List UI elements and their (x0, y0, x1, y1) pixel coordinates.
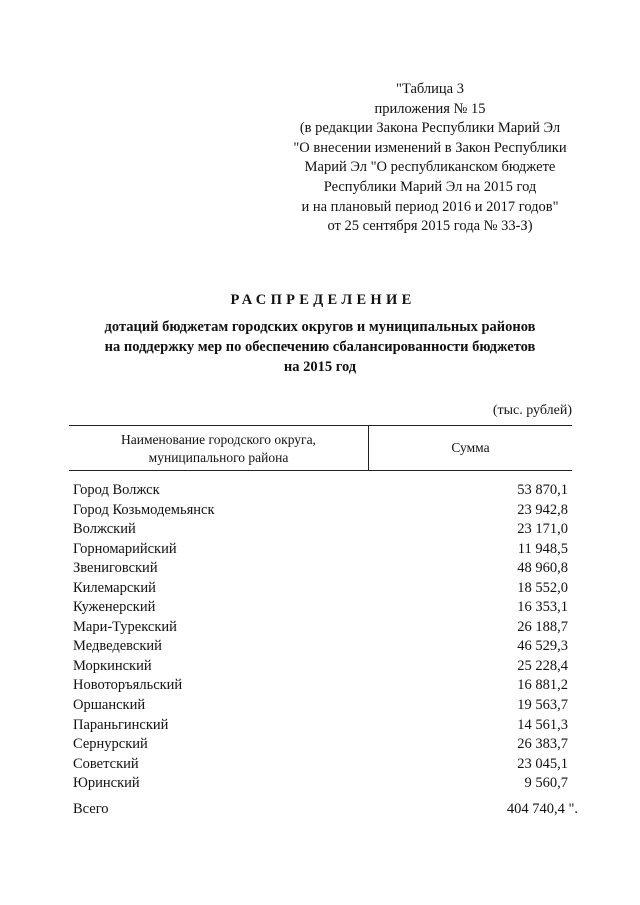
row-name: Параньгинский (73, 716, 169, 733)
row-value: 23 045,1 (517, 755, 568, 772)
row-name: Медведевский (73, 638, 162, 655)
header-line: "О внесении изменений в Закон Республики (293, 139, 567, 156)
units-label: (тыс. рублей) (492, 403, 572, 418)
table-row (73, 618, 568, 638)
table-row (73, 481, 568, 501)
table-body (73, 481, 568, 794)
row-name: Сернурский (73, 736, 148, 753)
row-value: 23 171,0 (517, 521, 568, 538)
header-line: и на плановый период 2016 и 2017 годов" (301, 198, 559, 215)
row-name: Звениговский (73, 560, 158, 577)
table-row (73, 579, 568, 599)
row-name: Мари-Турекский (73, 618, 177, 635)
column-header-name-line: Наименование городского округа, (121, 432, 316, 447)
table-row (73, 598, 568, 618)
header-line: "Таблица 3 (396, 81, 464, 97)
header-line: Марий Эл "О республиканском бюджете (304, 159, 556, 176)
table-row (73, 520, 568, 540)
table-row (73, 501, 568, 521)
row-name: Советский (73, 755, 139, 772)
row-name: Куженерский (73, 599, 156, 616)
column-header-sum: Сумма (451, 440, 490, 455)
header-line: приложения № 15 (374, 100, 486, 117)
table-header (69, 425, 572, 471)
row-name: Новоторъяльский (73, 677, 183, 694)
row-value: 19 563,7 (517, 697, 568, 714)
row-name: Город Козьмодемьянск (73, 501, 215, 518)
row-value: 26 188,7 (517, 618, 568, 635)
row-name: Юринский (73, 775, 140, 792)
header-line: от 25 сентября 2015 года № 33-З) (327, 218, 533, 235)
row-name: Горномарийский (73, 540, 177, 557)
row-value: 26 383,7 (517, 736, 568, 753)
row-value: 9 560,7 (524, 775, 568, 792)
row-value: 23 942,8 (517, 501, 568, 518)
subtitle-line: дотаций бюджетам городских округов и муниципальных районов (104, 319, 536, 335)
row-value: 53 870,1 (517, 482, 568, 498)
row-value: 16 353,1 (517, 599, 568, 616)
row-name: Оршанский (73, 697, 146, 714)
header-line: (в редакции Закона Республики Марий Эл (299, 120, 561, 137)
header-line: Республики Марий Эл на 2015 год (323, 178, 537, 195)
column-header-name (69, 431, 368, 467)
row-value: 11 948,5 (517, 540, 568, 557)
row-name: Моркинский (73, 657, 152, 674)
row-value: 16 881,2 (517, 677, 568, 694)
table-row (73, 735, 568, 755)
subtitle-line: на поддержку мер по обеспечению сбалансированности бюджетов (104, 339, 536, 355)
subtitle-line: на 2015 год (283, 359, 357, 375)
table-row (73, 657, 568, 677)
document-header (240, 80, 620, 237)
table-row (73, 755, 568, 775)
row-name: Волжский (73, 521, 136, 538)
total-value: 404 740,4 ". (506, 801, 578, 817)
table-row (73, 559, 568, 579)
row-name: Килемарский (73, 579, 156, 596)
row-value: 25 228,4 (517, 657, 568, 674)
table-row (73, 696, 568, 716)
total-label: Всего (73, 801, 109, 817)
row-value: 18 552,0 (517, 579, 568, 596)
table-row (73, 637, 568, 657)
row-value: 14 561,3 (517, 716, 568, 733)
table-row (73, 540, 568, 560)
table-row (73, 716, 568, 736)
row-name: Город Волжск (73, 482, 160, 498)
table-row (73, 676, 568, 696)
column-header-name-line: муниципального района (148, 450, 289, 465)
row-value: 48 960,8 (517, 560, 568, 577)
document-subtitle (40, 317, 600, 377)
row-value: 46 529,3 (517, 638, 568, 655)
table-row (73, 774, 568, 794)
document-title: РАСПРЕДЕЛЕНИЕ (230, 292, 416, 308)
total-row (73, 801, 578, 818)
